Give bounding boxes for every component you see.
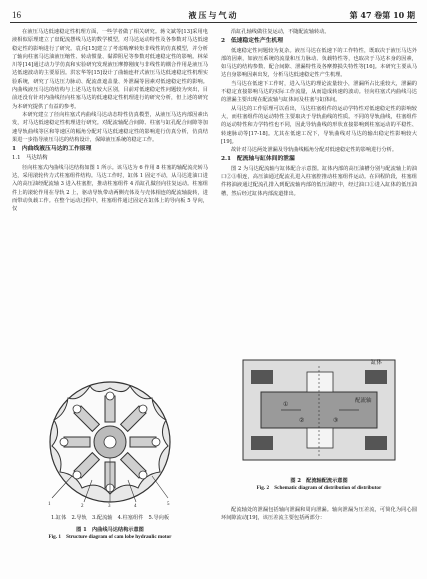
figure-2-caption: 图 2 配流轴配流示意图 [290,478,348,484]
shaft-label: 配流轴 [355,398,372,404]
volume-issue: 第 47 卷第 10 期 [349,10,415,20]
page-number: 16 [12,10,21,20]
figure-2-caption-en: Fig. 2 Schematic diagram of distribution of distributor [256,485,382,491]
ring-label: 缸体 [371,360,383,366]
paragraph: 故针对马达两处泄漏及导轨曲线幅角分配对低速稳定性的影响进行分析。 [231,147,398,154]
figure-1-legend: 1.缸体 2.导轨 3.配流轴 4.柱塞组件 5.导向板 [50,515,170,521]
left-column [12,28,208,214]
paragraph: 径向柱塞式内曲线马达结构如图 1 所示。该马达为 6 作用 8 柱塞的轴配流壳转马达，采用滚轮传力式柱塞组件结构。马达工作时，缸体 1 固定不动，从马达进油口进入的高压油经配流轴 3 进入柱塞腔，推动柱塞组件 4 沿缸孔做径向往复运动。柱塞组件上的滚轮作用在导轨 2 上，驱动导轨带动两侧壳体及与壳体相连的配流轴旋转，进而带动负载工作。在整个运动过程中，柱塞组件通过固定在缸体上的导向板 5 导向，仅 [12,164,208,213]
page-header [10,10,417,22]
svg-text:③: ③ [333,418,339,424]
right-column-continued [221,506,417,523]
paragraph: 当马达在低速下工作时，进入马达的理论流量较小，泄漏所占比重较大，泄漏的不稳定直接影响马达的实际工作流量，从而造成转速的波动。径向柱塞式内曲线马达的泄漏主要出现在配流轴与缸体间及柱塞与缸体间。 [221,80,417,104]
svg-text:①: ① [283,402,289,408]
figure-1-caption-en: Fig. 1 Structure diagram of cam lobe hydraulic motor [48,534,172,540]
header-rule [10,22,417,23]
paragraph: 从马达的工作原理可以看出，马达柱塞组件的运动学特性对低速稳定性的影响较大，而柱塞组件的运动特性主要取决于导轨曲线的性质。不同的导轨曲线，柱塞组件的运动特性和力学特性也不同，因此导轨曲线的形状直接影响到柱塞运动的平稳性、转速脉动等[17-18]。尤其在低速工况下，导轨曲线对马达的输出稳定性影响较大[19]。 [221,105,417,145]
svg-text:3: 3 [108,504,111,508]
paragraph: 本研究建立了径向柱塞式内曲线马达动态特性仿真模型，从液压马达内部因素出发，对马达低速稳定性机理进行研究。对配流轴配合间隙、柱塞与缸孔配合间隙等加速导轨曲线等区和等速区的幅角分配对马达低速稳定性的影响进行仿真分析，仿真结果进一步指导液压马达的结构设计，保障液压系统的稳定工作。 [12,111,208,143]
figure-1-caption: 图 1 内曲线马达结构示意图 [76,527,144,533]
figure-1 [12,376,208,540]
svg-text:5: 5 [167,502,170,507]
paragraph: 配流轴处的泄漏包括轴向泄漏和周向泄漏。轴向泄漏为压差流，可简化为同心圆环间隙流动[19]，该压差流主要包括两部分： [221,507,417,522]
motor-structure-drawing [12,376,208,508]
distributor-drawing [221,352,417,470]
paragraph: 沿缸孔轴线做往复运动，不随配流轴转动。 [231,29,330,35]
paragraph: 低速稳定性问题较为复杂。液压马达在低速下的工作特性，既取决于液压马达外部的因素，如液压系统的流量和压力脉动、负载特性等，也取决于马达本身的因素，如马达的结构参数、配合间隙、泄漏特性及各摩擦损失特性等[16]。本研究主要从马达自身影响因素出发，分析马达低速稳定性产生机理。 [221,47,417,79]
figure-2 [221,352,417,502]
svg-text:4: 4 [134,504,137,508]
section-heading: 2 低速稳定性产生机理 [221,38,284,45]
section-heading: 1 内曲线液压马达的工作原理 [12,146,92,153]
section-heading: 2.1 配流轴与缸体间的泄漏 [221,156,295,163]
right-column [221,28,417,198]
svg-text:②: ② [299,418,305,424]
paragraph: 图 2 为马达配流轴与缸体配合示意图。缸体内部的高压油槽分别与配流轴上的油口②③相连，高压油通过配流孔进入柱塞腔推动柱塞组件运动。在回程阶段，柱塞组件将油液通过配流孔排入到配流轴内部的低压油腔中，经过油口①进入缸体的低压油槽，然后经过缸体内部流道排出。 [221,165,417,197]
section-heading: 1.1 马达结构 [12,155,48,162]
svg-text:2: 2 [81,504,84,508]
paragraph: 在液压马达低速稳定性机理方面，一些学者做了相关研究。蒋文斌等[13]采用电液相似原理建立了盘配流摆线马达的数学模型，对马达运动特性及各参数对马达低速稳定性的影响进行了研究。袁兵[15]建立了考虑啮摩转矩非线性的仿真模型，并分析了轴向柱塞马达油液压缩性、转动惯量、黏滞阻尼等参数对低速稳定性的影响。林荣川等[14]通过动力学仿真和实验研究发现液压摩擦刚度与非线性的耦合作用是液压马达低速波动的主要原因。洪宏华等[15]设计了曲轴连杆式液压马达低速稳定性机理实验系统，研究了马达压力脉动、配流盘遮盖量、外泄漏等因素对低速稳定性的影响。内曲线液压马达的结构与上述马达有较大区别，目前对低速稳定性问题较为突出，目前还没有针对内曲线径向柱塞马达的低速稳定性机理进行的研究分析，但上述的研究为本研究提供了有益的参考。 [12,29,208,110]
svg-text:1: 1 [48,502,51,507]
journal-name: 液压与气动 [188,10,239,20]
